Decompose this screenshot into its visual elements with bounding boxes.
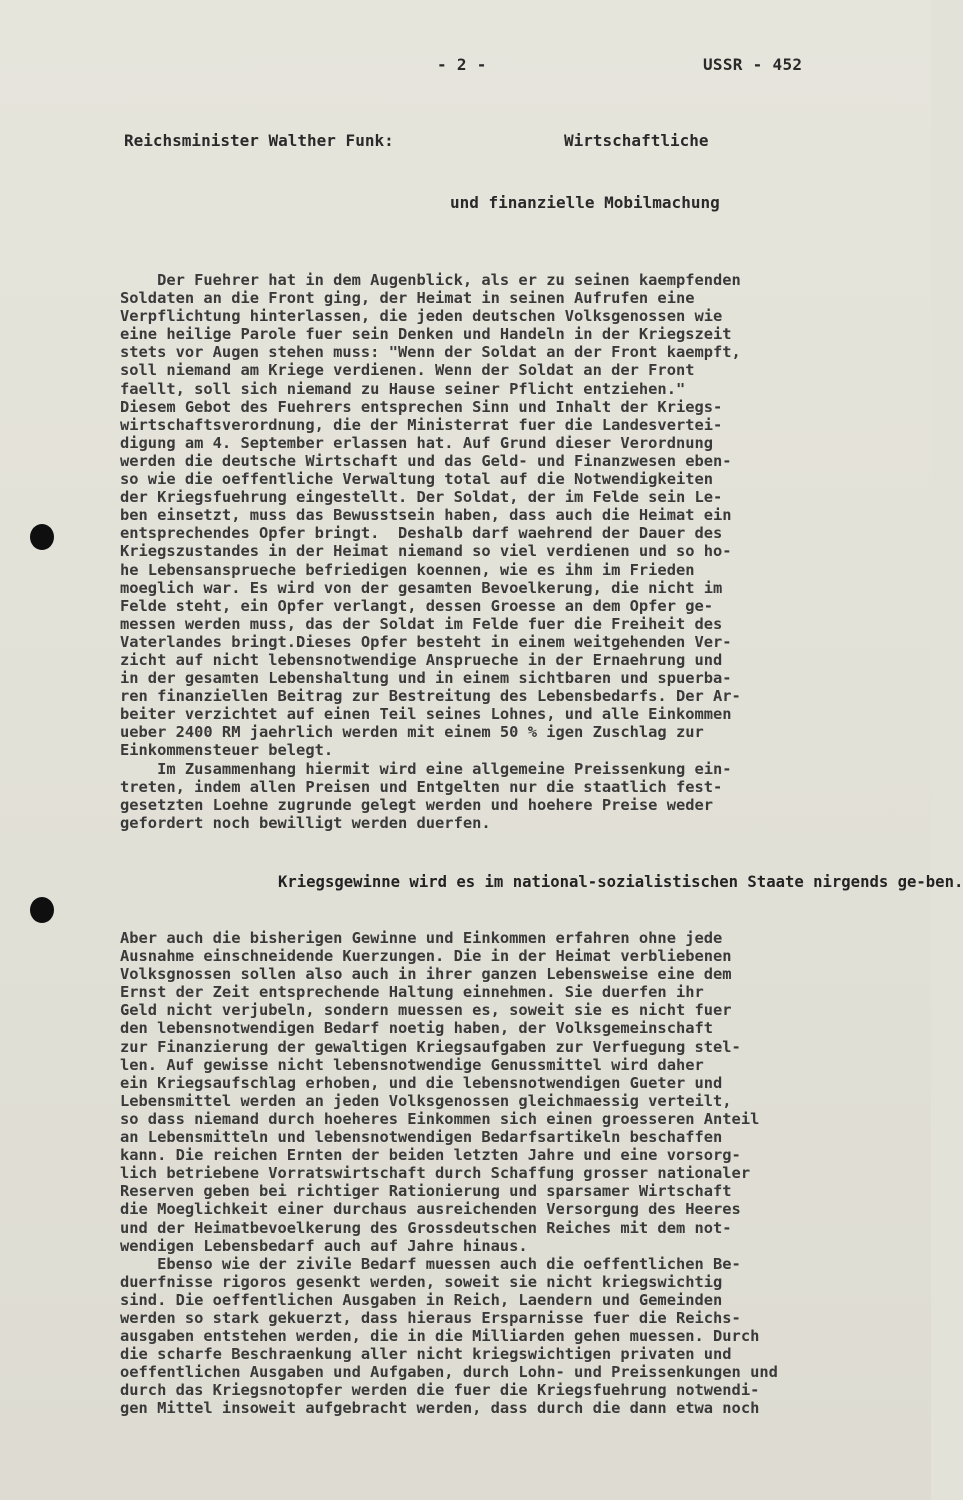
text-line: Der Fuehrer hat in dem Augenblick, als er zu seinen kaempfenden	[120, 271, 741, 289]
text-line: he Lebensansprueche befriedigen koennen, wie es ihm im Frieden	[120, 560, 695, 579]
section-heading	[278, 873, 963, 892]
text-line: sind. Die oeffentlichen Ausgaben in Reich, Laendern und Gemeinden	[120, 1290, 723, 1309]
text-line: Kriegszustandes in der Heimat niemand so viel verdienen und so ho-	[120, 542, 732, 561]
subject-title-part1: Wirtschaftliche	[564, 131, 709, 150]
text-line: moeglich war. Es wird von der gesamten Bevoelkerung, die nicht im	[120, 578, 723, 597]
text-line: stets vor Augen stehen muss: "Wenn der Soldat an der Front kaempft,	[120, 343, 741, 362]
text-line: Einkommensteuer belegt.	[120, 741, 334, 760]
text-line: ben einsetzt, muss das Bewusstsein haben, dass auch die Heimat ein	[120, 506, 732, 525]
document-reference: USSR - 452	[703, 55, 803, 74]
text-line: kann. Die reichen Ernten der beiden letzten Jahre und eine vorsorg-	[120, 1146, 741, 1165]
text-line: wirtschaftsverordnung, die der Ministerrat fuer die Landesvertei-	[120, 415, 723, 434]
page-header	[0, 55, 931, 79]
text-line: Lebensmittel werden an jeden Volksgenossen gleichmaessig verteilt,	[120, 1091, 732, 1110]
heading-line: ben.	[925, 873, 963, 891]
text-line: len. Auf gewisse nicht lebensnotwendige Genussmittel wird daher	[120, 1055, 704, 1074]
text-line: entsprechendes Opfer bringt. Deshalb darf waehrend der Dauer des	[120, 524, 723, 543]
text-line: soll niemand am Kriege verdienen. Wenn der Soldat an der Front	[120, 361, 695, 380]
heading-line: sozialistischen Staate nirgends ge-	[597, 873, 926, 891]
text-line: eine heilige Parole fuer sein Denken und Handeln in der Kriegszeit	[120, 325, 732, 344]
text-line: Felde steht, ein Opfer verlangt, dessen Groesse an dem Opfer ge-	[120, 596, 714, 615]
punch-hole-bottom	[30, 897, 54, 923]
text-line: lich betriebene Vorratswirtschaft durch Schaffung grosser nationaler	[120, 1164, 751, 1183]
text-line: Ausnahme einschneidende Kuerzungen. Die in der Heimat verbliebenen	[120, 947, 732, 966]
text-line: gen Mittel insoweit aufgebracht werden, dass durch die dann etwa noch	[120, 1399, 760, 1418]
text-line: Ebenso wie der zivile Bedarf muessen auch die oeffentlichen Be-	[120, 1254, 741, 1273]
text-line: Im Zusammenhang hiermit wird eine allgemeine Preissenkung ein-	[120, 759, 732, 778]
subject-title-part2: und finanzielle Mobilmachung	[450, 193, 720, 212]
text-line: messen werden muss, das der Soldat im Felde fuer die Freiheit des	[120, 614, 723, 633]
text-line: duerfnisse rigoros gesenkt werden, soweit sie nicht kriegswichtig	[120, 1272, 723, 1291]
text-line: an Lebensmitteln und lebensnotwendigen Bedarfsartikeln beschaffen	[120, 1128, 723, 1147]
text-line: zur Finanzierung der gewaltigen Kriegsaufgaben zur Verfuegung stel-	[120, 1037, 741, 1056]
text-line: werden so stark gekuerzt, dass hieraus Ersparnisse fuer die Reichs-	[120, 1308, 741, 1327]
text-line: werden die deutsche Wirtschaft und das Geld- und Finanzwesen eben-	[120, 451, 732, 470]
page-number: - 2 -	[437, 55, 487, 74]
text-line: gesetzten Loehne zugrunde gelegt werden und hoehere Preise weder	[120, 795, 714, 814]
body-text-section-2	[120, 929, 920, 1418]
text-line: ein Kriegsaufschlag erhoben, und die lebensnotwendigen Gueter und	[120, 1073, 723, 1092]
author-title: Reichsminister Walther Funk:	[124, 131, 394, 150]
text-line: so wie die oeffentliche Verwaltung total auf die Notwendigkeiten	[120, 470, 714, 489]
text-line: Soldaten an die Front ging, der Heimat in seinen Aufrufen eine	[120, 289, 695, 308]
text-line: Volksgnossen sollen also auch in ihrer ganzen Lebensweise eine dem	[120, 965, 732, 984]
text-line: wendigen Lebensbedarf auch auf Jahre hinaus.	[120, 1236, 528, 1255]
text-line: und der Heimatbevoelkerung des Grossdeutschen Reiches mit dem not-	[120, 1218, 732, 1237]
text-line: die Moeglichkeit einer durchaus ausreichenden Versorgung des Heeres	[120, 1200, 741, 1219]
text-line: die scharfe Beschraenkung aller nicht kriegswichtigen privaten und	[120, 1345, 732, 1364]
text-line: ren finanziellen Beitrag zur Bestreitung des Lebensbedarfs. Der Ar-	[120, 687, 741, 706]
text-line: so dass niemand durch hoeheres Einkommen sich einen groesseren Anteil	[120, 1109, 760, 1128]
text-line: ueber 2400 RM jaehrlich werden mit einem 50 % igen Zuschlag zur	[120, 723, 704, 742]
text-line: Ernst der Zeit entsprechende Haltung einnehmen. Sie duerfen ihr	[120, 983, 704, 1002]
text-line: der Kriegsfuehrung eingestellt. Der Soldat, der im Felde sein Le-	[120, 488, 723, 507]
body-text-section-1	[120, 271, 920, 832]
text-line: Geld nicht verjubeln, sondern muessen es, soweit sie es nicht fuer	[120, 1001, 732, 1020]
text-line: gefordert noch bewilligt werden duerfen.	[120, 813, 491, 832]
text-line: Aber auch die bisherigen Gewinne und Einkommen erfahren ohne jede	[120, 929, 723, 947]
text-line: beiter verzichtet auf einen Teil seines Lohnes, und alle Einkommen	[120, 705, 732, 724]
text-line: treten, indem allen Preisen und Entgelten nur die staatlich fest-	[120, 777, 723, 796]
text-line: oeffentlichen Ausgaben und Aufgaben, durch Lohn- und Preissenkungen und	[120, 1363, 778, 1382]
text-line: durch das Kriegsnotopfer werden die fuer die Kriegsfuehrung notwendi-	[120, 1381, 760, 1400]
text-line: Verpflichtung hinterlassen, die jeden deutschen Volksgenossen wie	[120, 307, 723, 326]
text-line: Reserven geben bei richtiger Rationierung und sparsamer Wirtschaft	[120, 1182, 732, 1201]
punch-hole-top	[30, 524, 54, 550]
text-line: ausgaben entstehen werden, die in die Milliarden gehen muessen. Durch	[120, 1327, 760, 1346]
text-line: in der gesamten Lebenshaltung und in einem sichtbaren und spuerba-	[120, 669, 732, 688]
text-line: Vaterlandes bringt.Dieses Opfer besteht in einem weitgehenden Ver-	[120, 632, 732, 651]
text-line: faellt, soll sich niemand zu Hause seiner Pflicht entziehen."	[120, 379, 686, 398]
text-line: den lebensnotwendigen Bedarf noetig haben, der Volksgemeinschaft	[120, 1019, 714, 1038]
heading-line: Kriegsgewinne wird es im national-	[278, 873, 598, 891]
text-line: digung am 4. September erlassen hat. Auf Grund dieser Verordnung	[120, 433, 714, 452]
text-line: zicht auf nicht lebensnotwendige Ansprueche in der Ernaehrung und	[120, 650, 723, 669]
text-line: Diesem Gebot des Fuehrers entsprechen Sinn und Inhalt der Kriegs-	[120, 397, 723, 416]
